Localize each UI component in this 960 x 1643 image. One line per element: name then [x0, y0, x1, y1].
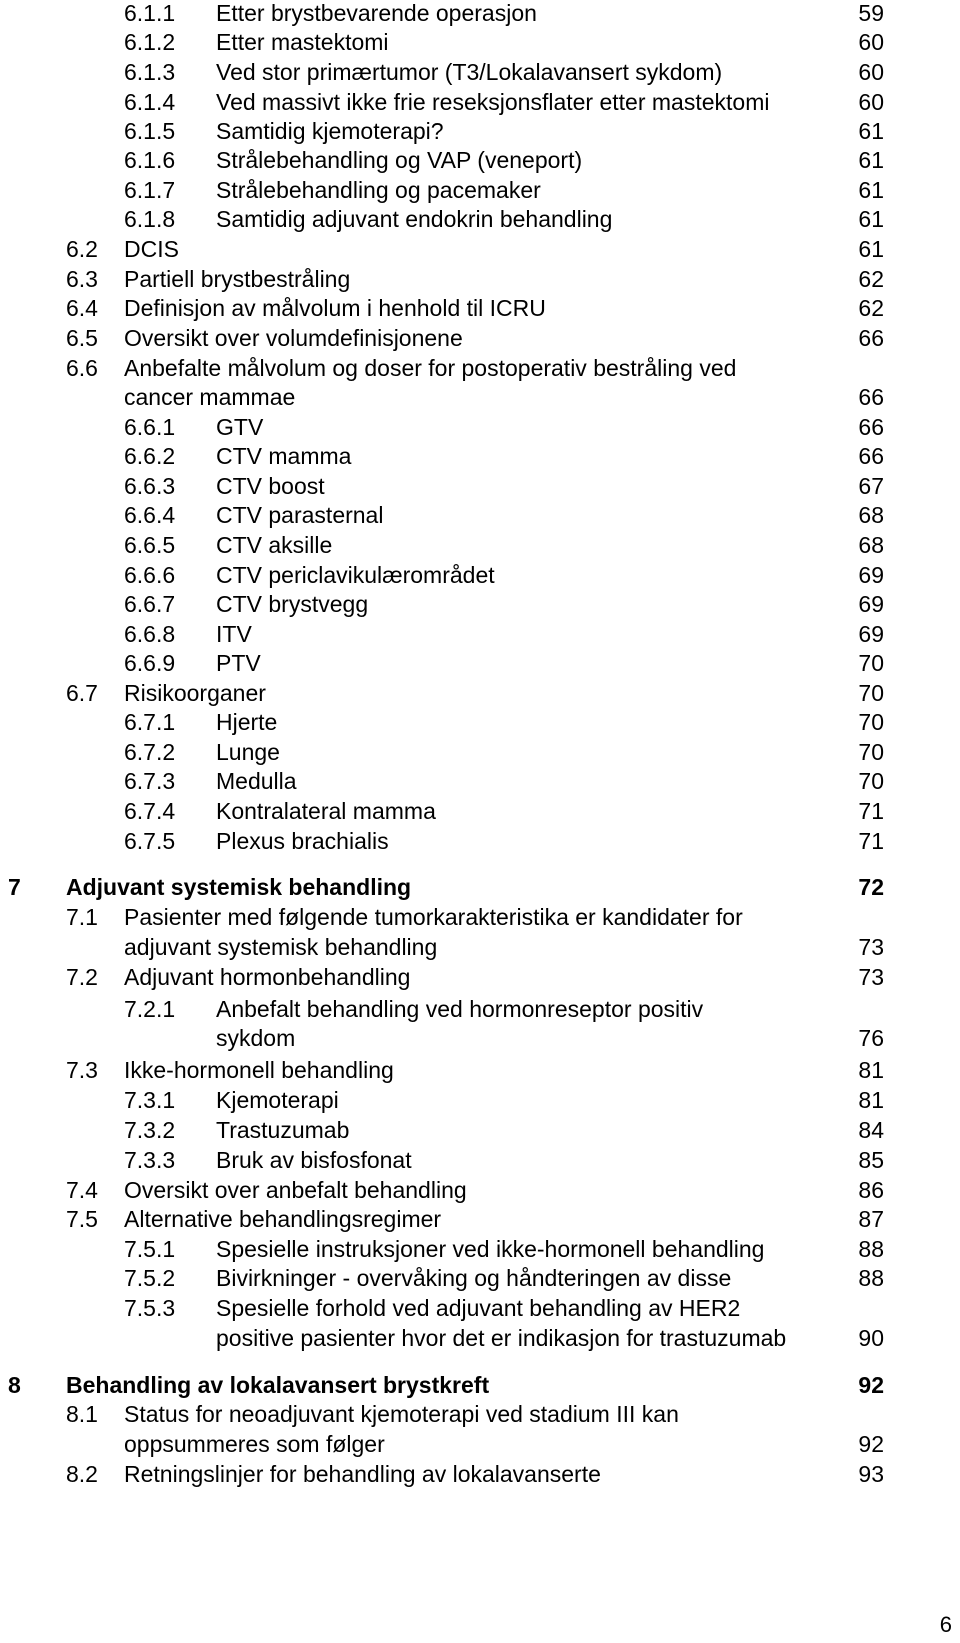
toc-entry-title: Ved stor primærtumor (T3/Lokalavansert sykdom) [216, 59, 723, 85]
toc-entry-number: 6.7.4 [124, 798, 176, 824]
toc-entry-page: 69 [858, 562, 884, 588]
toc-entry[interactable] [0, 1233, 884, 1265]
toc-entry-page: 69 [858, 591, 884, 617]
toc-entry-title: Strålebehandling og VAP (veneport) [216, 147, 583, 173]
toc-entry-page: 69 [858, 621, 884, 647]
toc-entry-page: 70 [858, 650, 884, 676]
toc-entry-title: Strålebehandling og pacemaker [216, 177, 541, 203]
toc-entry-page: 61 [858, 118, 884, 144]
toc-entry[interactable] [0, 381, 884, 413]
toc-entry-page: 61 [858, 147, 884, 173]
toc-entry-title: Spesielle instruksjoner ved ikke-hormonell behandling [216, 1236, 765, 1262]
toc-entry[interactable] [0, 901, 884, 933]
toc-entry[interactable] [0, 1398, 884, 1430]
toc-entry[interactable] [0, 706, 884, 738]
toc-entry[interactable] [0, 0, 884, 29]
toc-entry[interactable] [0, 440, 884, 472]
toc-entry-title: Anbefalte målvolum og doser for postoperativ bestråling ved [124, 355, 737, 381]
toc-entry[interactable] [0, 1322, 884, 1354]
toc-entry-number: 6.6.2 [124, 443, 176, 469]
toc-entry-page: 70 [858, 739, 884, 765]
toc-entry-title: Pasienter med følgende tumorkarakteristika er kandidater for [124, 904, 743, 930]
toc-entry-number: 6.4 [66, 295, 98, 321]
toc-entry-title: Definisjon av målvolum i henhold til ICRU [124, 295, 546, 321]
toc-entry[interactable] [0, 203, 884, 235]
toc-entry-number: 6.6.7 [124, 591, 176, 617]
toc-entry-title: Trastuzumab [216, 1117, 350, 1143]
toc-entry[interactable] [0, 1203, 884, 1235]
toc-entry[interactable] [0, 144, 884, 176]
toc-entry[interactable] [0, 1022, 884, 1054]
toc-entry[interactable] [0, 1174, 884, 1206]
toc-entry-title: Plexus brachialis [216, 828, 389, 854]
toc-entry-number: 7.3.2 [124, 1117, 176, 1143]
toc-entry-title: CTV periclavikulærområdet [216, 562, 495, 588]
toc-entry-number: 7.5 [66, 1206, 98, 1232]
toc-entry[interactable] [0, 1369, 884, 1401]
toc-entry[interactable] [0, 1144, 884, 1176]
toc-entry-number: 7.3 [66, 1057, 98, 1083]
toc-entry-title: Ikke-hormonell behandling [124, 1057, 394, 1083]
toc-entry[interactable] [0, 1458, 884, 1490]
toc-entry-title: Partiell brystbestråling [124, 266, 351, 292]
toc-entry-page: 92 [858, 1431, 884, 1457]
toc-entry[interactable] [0, 993, 884, 1025]
toc-entry-number: 6.3 [66, 266, 98, 292]
toc-entry[interactable] [0, 931, 884, 963]
toc-entry-page: 73 [858, 964, 884, 990]
toc-entry-title: Behandling av lokalavansert brystkreft [66, 1372, 490, 1398]
toc-entry[interactable] [0, 411, 884, 443]
toc-entry-title: Alternative behandlingsregimer [124, 1206, 442, 1232]
toc-entry-page: 81 [858, 1057, 884, 1083]
toc-entry-title: CTV mamma [216, 443, 352, 469]
toc-entry[interactable] [0, 825, 884, 857]
toc-entry-number: 6.6.9 [124, 650, 176, 676]
toc-entry-page: 60 [858, 29, 884, 55]
toc-entry-number: 6.6.6 [124, 562, 176, 588]
toc-entry-title: Ved massivt ikke frie reseksjonsflater etter mastektomi [216, 89, 770, 115]
toc-entry-page: 61 [858, 177, 884, 203]
toc-entry-number: 7.5.1 [124, 1236, 176, 1262]
toc-entry[interactable] [0, 1054, 884, 1086]
toc-entry-number: 7 [8, 874, 21, 900]
toc-entry[interactable] [0, 618, 884, 650]
toc-entry[interactable] [0, 1084, 884, 1116]
toc-entry[interactable] [0, 529, 884, 561]
toc-entry-number: 6.6 [66, 355, 98, 381]
toc-entry-number: 6.1.7 [124, 177, 176, 203]
toc-entry-title: CTV brystvegg [216, 591, 369, 617]
toc-entry-title: Status for neoadjuvant kjemoterapi ved stadium III kan [124, 1401, 679, 1427]
toc-entry-page: 62 [858, 266, 884, 292]
toc-entry-number: 8.2 [66, 1461, 98, 1487]
toc-entry-page: 70 [858, 768, 884, 794]
toc-entry[interactable] [0, 115, 884, 147]
toc-entry-number: 6.2 [66, 236, 98, 262]
toc-entry-title: Retningslinjer for behandling av lokalavanserte [124, 1461, 601, 1487]
toc-entry-page: 70 [858, 709, 884, 735]
toc-entry-title: oppsummeres som følger [124, 1431, 385, 1457]
toc-entry-page: 66 [858, 443, 884, 469]
toc-entry-page: 88 [858, 1265, 884, 1291]
toc-entry-title: DCIS [124, 236, 179, 262]
toc-entry-number: 6.6.8 [124, 621, 176, 647]
toc-entry-page: 60 [858, 59, 884, 85]
toc-entry-title: adjuvant systemisk behandling [124, 934, 438, 960]
toc-entry[interactable] [0, 56, 884, 88]
toc-entry-page: 71 [858, 798, 884, 824]
toc-entry[interactable] [0, 559, 884, 591]
toc-entry-number: 6.1.6 [124, 147, 176, 173]
toc-entry-number: 6.1.2 [124, 29, 176, 55]
toc-entry-title: Hjerte [216, 709, 278, 735]
toc-entry-title: CTV aksille [216, 532, 333, 558]
toc-entry-number: 6.1.5 [124, 118, 176, 144]
toc-entry-number: 6.5 [66, 325, 98, 351]
toc-entry-page: 93 [858, 1461, 884, 1487]
toc-entry-title: Bruk av bisfosfonat [216, 1147, 412, 1173]
toc-entry-page: 72 [858, 874, 884, 900]
toc-entry-page: 66 [858, 414, 884, 440]
toc-entry-title: Samtidig kjemoterapi? [216, 118, 444, 144]
toc-entry-number: 6.1.1 [124, 0, 176, 26]
toc-entry-page: 66 [858, 325, 884, 351]
toc-entry-title: GTV [216, 414, 264, 440]
toc-entry-title: Adjuvant systemisk behandling [66, 874, 412, 900]
toc-entry[interactable] [0, 588, 884, 620]
toc-entry-title: Etter brystbevarende operasjon [216, 0, 537, 26]
toc-entry[interactable] [0, 871, 884, 903]
toc-entry-page: 66 [858, 384, 884, 410]
toc-entry-number: 8.1 [66, 1401, 98, 1427]
toc-entry-number: 7.2.1 [124, 996, 176, 1022]
toc-entry-title: positive pasienter hvor det er indikasjon for trastuzumab [216, 1325, 787, 1351]
toc-entry[interactable] [0, 233, 884, 265]
toc-entry-page: 68 [858, 502, 884, 528]
toc-entry-title: Risikoorganer [124, 680, 266, 706]
toc-entry-number: 6.7.2 [124, 739, 176, 765]
toc-entry-page: 70 [858, 680, 884, 706]
toc-entry-page: 90 [858, 1325, 884, 1351]
toc-entry[interactable] [0, 263, 884, 295]
toc-entry[interactable] [0, 736, 884, 768]
toc-entry-title: Lunge [216, 739, 280, 765]
toc-entry[interactable] [0, 86, 884, 118]
toc-entry-page: 85 [858, 1147, 884, 1173]
toc-entry-number: 6.7.1 [124, 709, 176, 735]
toc-entry-page: 81 [858, 1087, 884, 1113]
toc-entry-title: sykdom [216, 1025, 296, 1051]
toc-entry-page: 67 [858, 473, 884, 499]
toc-entry-title: Kjemoterapi [216, 1087, 339, 1113]
toc-entry[interactable] [0, 1114, 884, 1146]
toc-entry[interactable] [0, 1292, 884, 1324]
toc-entry-number: 7.5.3 [124, 1295, 176, 1321]
toc-entry-title: Bivirkninger - overvåking og håndteringen av disse [216, 1265, 732, 1291]
toc-entry-page: 73 [858, 934, 884, 960]
toc-entry-number: 7.5.2 [124, 1265, 176, 1291]
toc-entry[interactable] [0, 499, 884, 531]
toc-entry-number: 6.1.3 [124, 59, 176, 85]
toc-entry[interactable] [0, 961, 884, 993]
toc-entry-page: 71 [858, 828, 884, 854]
toc-entry-number: 6.6.4 [124, 502, 176, 528]
toc-entry-number: 6.6.1 [124, 414, 176, 440]
toc-entry-title: Oversikt over anbefalt behandling [124, 1177, 467, 1203]
toc-entry[interactable] [0, 1262, 884, 1294]
toc-entry-number: 6.1.4 [124, 89, 176, 115]
toc-entry-title: Kontralateral mamma [216, 798, 436, 824]
toc-entry-title: Oversikt over volumdefinisjonene [124, 325, 463, 351]
toc-entry[interactable] [0, 292, 884, 324]
toc-entry[interactable] [0, 647, 884, 679]
toc-entry-number: 7.3.1 [124, 1087, 176, 1113]
toc-entry-title: ITV [216, 621, 252, 647]
toc-entry-number: 6.6.3 [124, 473, 176, 499]
toc-entry-title: Anbefalt behandling ved hormonreseptor positiv [216, 996, 704, 1022]
toc-entry-page: 60 [858, 89, 884, 115]
toc-entry-title: CTV parasternal [216, 502, 384, 528]
toc-entry-number: 8 [8, 1372, 21, 1398]
toc-entry[interactable] [0, 677, 884, 709]
toc-entry-number: 6.7.3 [124, 768, 176, 794]
toc-entry-number: 7.1 [66, 904, 98, 930]
toc-entry-page: 88 [858, 1236, 884, 1262]
toc-entry-page: 61 [858, 236, 884, 262]
page-number: 6 [939, 1612, 952, 1637]
toc-entry-title: Samtidig adjuvant endokrin behandling [216, 206, 613, 232]
toc-entry-number: 7.4 [66, 1177, 98, 1203]
toc-entry-title: CTV boost [216, 473, 325, 499]
toc-entry-page: 62 [858, 295, 884, 321]
toc-entry[interactable] [0, 352, 884, 384]
toc-entry-page: 86 [858, 1177, 884, 1203]
toc-entry-page: 76 [858, 1025, 884, 1051]
toc-entry-title: PTV [216, 650, 261, 676]
toc-entry[interactable] [0, 765, 884, 797]
toc-entry-title: Adjuvant hormonbehandling [124, 964, 411, 990]
toc-entry-page: 59 [858, 0, 884, 26]
toc-entry-page: 92 [858, 1372, 884, 1398]
toc-entry[interactable] [0, 795, 884, 827]
toc-entry-number: 6.1.8 [124, 206, 176, 232]
toc-entry-page: 87 [858, 1206, 884, 1232]
toc-entry-number: 7.3.3 [124, 1147, 176, 1173]
toc-entry-number: 6.6.5 [124, 532, 176, 558]
toc-entry[interactable] [0, 1428, 884, 1460]
toc-entry-title: Etter mastektomi [216, 29, 389, 55]
toc-entry-title: Medulla [216, 768, 297, 794]
toc-entry-page: 84 [858, 1117, 884, 1143]
toc-entry-number: 7.2 [66, 964, 98, 990]
toc-entry[interactable] [0, 470, 884, 502]
toc-entry-number: 6.7.5 [124, 828, 176, 854]
toc-entry[interactable] [0, 322, 884, 354]
toc-entry-title: Spesielle forhold ved adjuvant behandling av HER2 [216, 1295, 741, 1321]
toc-entry-number: 6.7 [66, 680, 98, 706]
toc-entry-title: cancer mammae [124, 384, 296, 410]
toc-entry-page: 61 [858, 206, 884, 232]
toc-entry[interactable] [0, 26, 884, 58]
toc-entry-page: 68 [858, 532, 884, 558]
toc-entry[interactable] [0, 174, 884, 206]
